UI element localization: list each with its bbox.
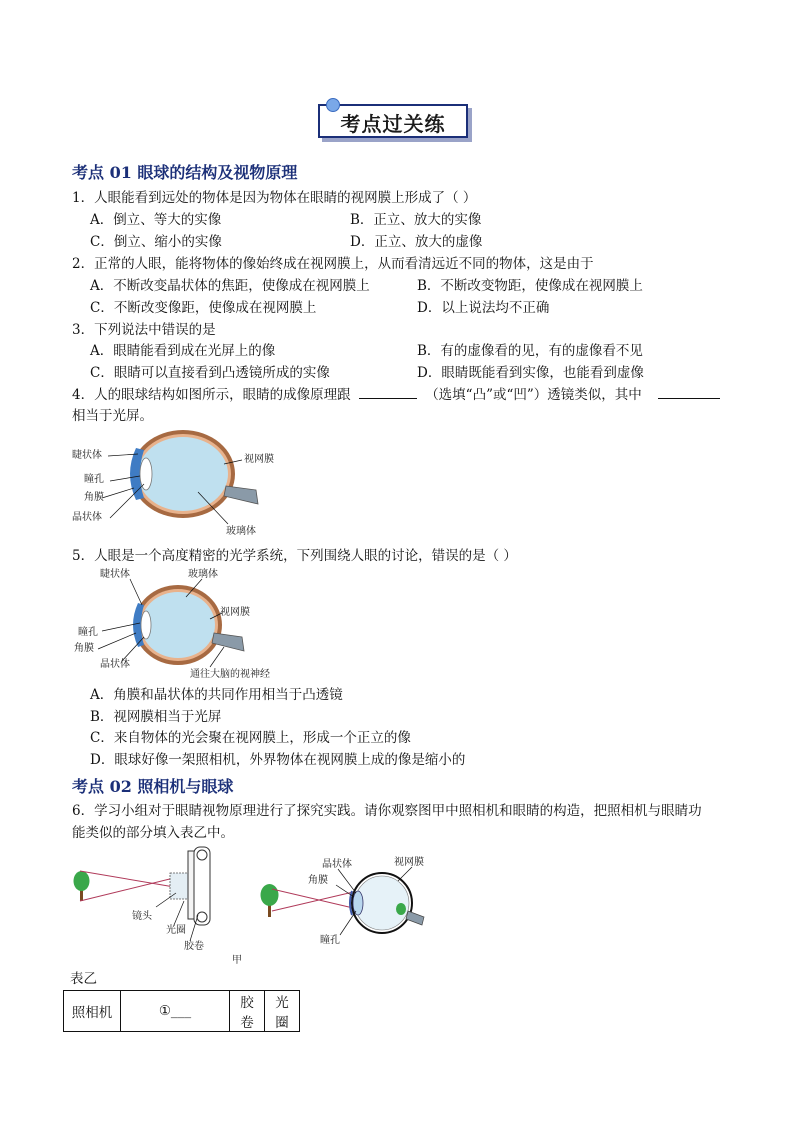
table-cell-aperture: 光圈 <box>265 991 300 1032</box>
question-3-option-d: D．眼睛既能看到实像，也能看到虚像 <box>417 365 644 381</box>
question-1-option-d: D．正立、放大的虚像 <box>350 234 483 250</box>
question-2-option-c: C．不断改变像距，使像成在视网膜上 <box>90 300 317 316</box>
table-cell-camera: 照相机 <box>64 991 121 1032</box>
section-title-2: 考点 02 照相机与眼球 <box>72 777 234 796</box>
camera-eye-figure <box>66 845 436 967</box>
question-2-option-b: B．不断改变物距，使像成在视网膜上 <box>417 278 643 294</box>
question-2-stem: 2．正常的人眼，能将物体的像始终成在视网膜上，从而看清远近不同的物体，这是由于 <box>72 256 594 272</box>
table-cell-blank-1[interactable]: ①___ <box>121 991 230 1032</box>
question-4-blank-1[interactable] <box>359 386 417 399</box>
question-2-option-d: D．以上说法均不正确 <box>417 300 550 316</box>
question-3-option-c: C．眼睛可以直接看到凸透镜所成的实像 <box>90 365 330 381</box>
eye1-label-retina: 视网膜 <box>244 454 274 465</box>
question-4-blank-2[interactable] <box>658 386 720 399</box>
eye3-label-retina: 视网膜 <box>394 857 424 868</box>
figure-label-jia: 甲 <box>232 955 242 966</box>
question-6-stem-line1: 6．学习小组对于眼睛视物原理进行了探究实践。请你观察图甲中照相机和眼睛的构造，把照相机与眼睛功 <box>72 803 702 819</box>
question-3-option-a: A．眼睛能看到成在光屏上的像 <box>90 343 276 359</box>
eye1-label-lens: 晶状体 <box>72 512 102 523</box>
banner-title: 考点过关练 <box>340 112 446 136</box>
question-1-option-a: A．倒立、等大的实像 <box>90 212 222 228</box>
camera-label-aperture: 光圈 <box>166 925 186 936</box>
eye1-label-vitreous: 玻璃体 <box>226 526 256 537</box>
question-1-option-b: B．正立、放大的实像 <box>350 212 482 228</box>
eye-diagram-1 <box>66 428 296 537</box>
question-5-stem: 5．人眼是一个高度精密的光学系统，下列围绕人眼的讨论，错误的是（ ） <box>72 548 517 564</box>
table-row <box>64 991 300 1032</box>
question-5-option-b: B．视网膜相当于光屏 <box>90 709 222 725</box>
question-1-stem: 1．人眼能看到远处的物体是因为物体在眼睛的视网膜上形成了（ ） <box>72 190 477 206</box>
camera-label-lens: 镜头 <box>132 911 152 922</box>
eye3-label-cornea: 角膜 <box>308 875 328 886</box>
question-5-option-c: C．来自物体的光会聚在视网膜上，形成一个正立的像 <box>90 730 411 746</box>
eye2-label-pupil: 瞳孔 <box>78 627 98 638</box>
eye2-label-vitreous: 玻璃体 <box>188 569 218 580</box>
banner <box>318 104 470 140</box>
question-4-stem-part-b: （选填“凸”或“凹”）透镜类似，其中 <box>425 387 642 403</box>
answer-table <box>63 990 300 1032</box>
question-3-stem: 3．下列说法中错误的是 <box>72 322 216 338</box>
question-1-option-c: C．倒立、缩小的实像 <box>90 234 222 250</box>
question-4-stem-part-c: 相当于光屏。 <box>72 408 153 424</box>
table-caption: 表乙 <box>70 971 97 987</box>
section-title-1: 考点 01 眼球的结构及视物原理 <box>72 163 298 182</box>
table-cell-film: 胶卷 <box>230 991 265 1032</box>
eye2-label-cornea: 角膜 <box>74 643 94 654</box>
question-5-option-d: D．眼球好像一架照相机，外界物体在视网膜上成的像是缩小的 <box>90 752 466 768</box>
question-4-stem <box>72 386 720 404</box>
question-3-option-b: B．有的虚像看的见，有的虚像看不见 <box>417 343 643 359</box>
question-5-option-a: A．角膜和晶状体的共同作用相当于凸透镜 <box>90 687 343 703</box>
eye-diagram-2 <box>74 567 274 679</box>
question-6-stem-line2: 能类似的部分填入表乙中。 <box>72 825 234 841</box>
eye3-label-lens: 晶状体 <box>322 859 352 870</box>
question-2-option-a: A．不断改变晶状体的焦距，使像成在视网膜上 <box>90 278 370 294</box>
eye2-label-ciliary: 睫状体 <box>100 569 130 580</box>
eye2-label-nerve: 通往大脑的视神经 <box>190 669 270 680</box>
eye2-label-retina: 视网膜 <box>220 607 250 618</box>
eye1-label-pupil: 瞳孔 <box>84 474 104 485</box>
eye1-label-ciliary: 睫状体 <box>72 450 102 461</box>
eye1-label-cornea: 角膜 <box>84 492 104 503</box>
question-4-stem-part-a: 4．人的眼球结构如图所示，眼睛的成像原理跟 <box>72 387 351 403</box>
camera-label-film: 胶卷 <box>184 941 204 952</box>
eye2-label-lens: 晶状体 <box>100 659 130 670</box>
eye3-label-pupil: 瞳孔 <box>320 935 340 946</box>
camera-eye-figure-svg <box>66 845 436 967</box>
